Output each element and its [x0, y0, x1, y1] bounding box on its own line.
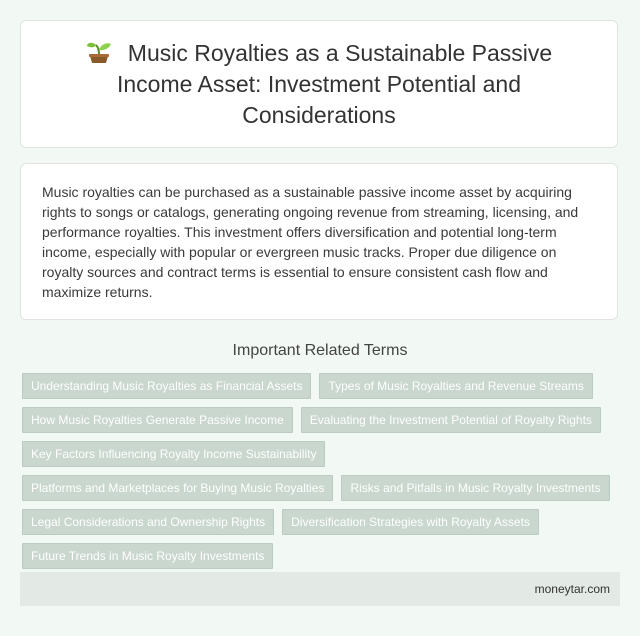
related-term-tag[interactable]: Key Factors Influencing Royalty Income Sustainability: [22, 441, 325, 467]
related-term-tag[interactable]: Understanding Music Royalties as Financial Assets: [22, 373, 311, 399]
page-title: [61, 38, 577, 131]
page-title-text: Music Royalties as a Sustainable Passive Income Asset: Investment Potential and Considerations: [116, 39, 553, 128]
related-term-tag[interactable]: How Music Royalties Generate Passive Income: [22, 407, 293, 433]
seedling-icon: [86, 40, 112, 64]
related-term-tag[interactable]: Legal Considerations and Ownership Rights: [22, 509, 274, 535]
related-terms-list: [22, 373, 622, 569]
related-term-tag[interactable]: Risks and Pitfalls in Music Royalty Investments: [341, 475, 609, 501]
title-card: [20, 20, 618, 148]
site-link[interactable]: moneytar.com: [534, 582, 610, 596]
related-term-tag[interactable]: Platforms and Marketplaces for Buying Music Royalties: [22, 475, 333, 501]
related-term-tag[interactable]: Diversification Strategies with Royalty Assets: [282, 509, 539, 535]
related-term-tag[interactable]: Future Trends in Music Royalty Investments: [22, 543, 273, 569]
related-terms-heading: Important Related Terms: [232, 342, 408, 359]
related-term-tag[interactable]: Evaluating the Investment Potential of Royalty Rights: [301, 407, 601, 433]
summary-text: Music royalties can be purchased as a sustainable passive income asset by acquiring rights to songs or catalogs, generating ongoing revenue from streaming, licensing, and performance royalties. This investment offers diversification and potential long-term income, especially with popular or evergreen music tracks. Proper due diligence on royalty sources and contract terms is essential to ensure consistent cash flow and maximize returns.: [42, 184, 579, 300]
related-term-tag[interactable]: Types of Music Royalties and Revenue Streams: [319, 373, 592, 399]
summary-card: [20, 163, 618, 320]
footer: [20, 572, 620, 606]
